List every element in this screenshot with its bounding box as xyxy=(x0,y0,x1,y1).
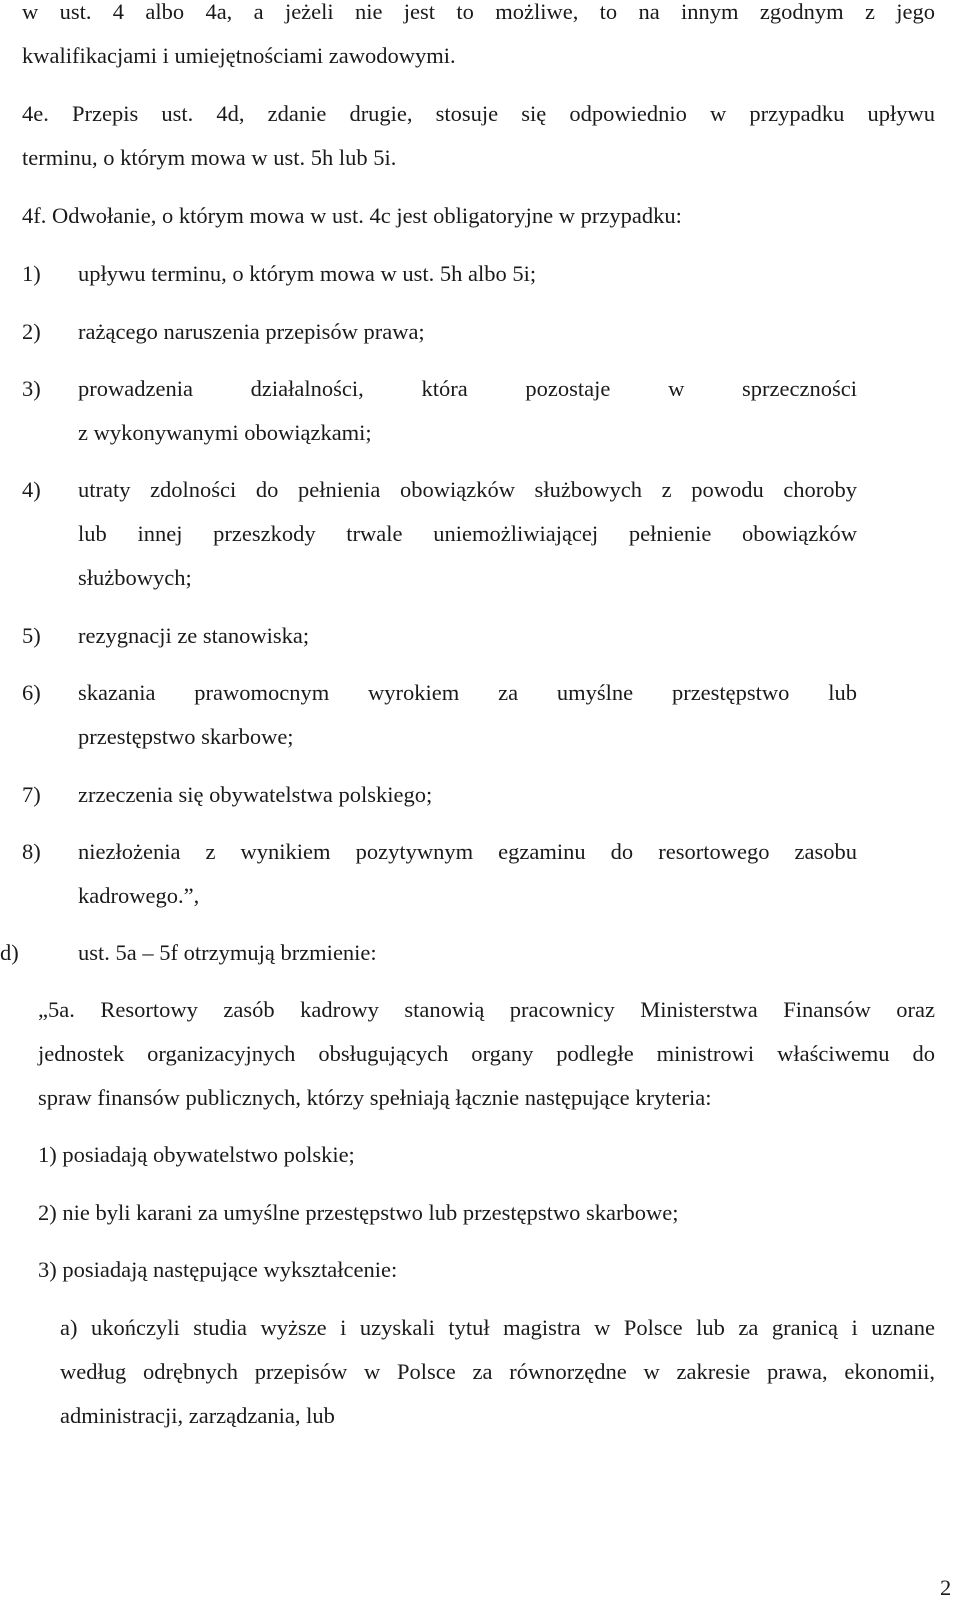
paragraph-5a-line-1: „5a. Resortowy zasób kadrowy stanowią pracownicy Ministerstwa Finansów oraz xyxy=(38,997,935,1022)
paragraph-4e-line-1: 4e. Przepis ust. 4d, zdanie drugie, stosuje się odpowiednio w przypadku upływu xyxy=(22,101,935,126)
list-item-number: 7) xyxy=(22,782,41,807)
list-item-text: upływu terminu, o którym mowa w ust. 5h albo 5i; xyxy=(78,261,537,286)
list-item-text: rezygnacji ze stanowiska; xyxy=(78,623,310,648)
list-item-number: 3) xyxy=(22,376,41,401)
point-text: ust. 5a – 5f otrzymują brzmienie: xyxy=(78,940,377,965)
list-item-text: lub innej przeszkody trwale uniemożliwiającej pełnienie obowiązków xyxy=(78,521,857,546)
paragraph-5a-line-2: jednostek organizacyjnych obsługujących organy podległe ministrowi właściwemu do xyxy=(38,1041,935,1066)
list-item-text: służbowych; xyxy=(78,565,192,590)
list-item-text: z wykonywanymi obowiązkami; xyxy=(78,420,372,445)
intro-line-1: w ust. 4 albo 4a, a jeżeli nie jest to możliwe, to na innym zgodnym z jego xyxy=(22,0,935,24)
sub-point-a-line-2: według odrębnych przepisów w Polsce za równorzędne w zakresie prawa, ekonomii, xyxy=(60,1359,935,1384)
criterion-1: 1) posiadają obywatelstwo polskie; xyxy=(38,1142,355,1167)
sub-point-a-line-1: a) ukończyli studia wyższe i uzyskali tytuł magistra w Polsce lub za granicą i uznane xyxy=(60,1315,935,1340)
criterion-3: 3) posiadają następujące wykształcenie: xyxy=(38,1257,398,1282)
paragraph-4f: 4f. Odwołanie, o którym mowa w ust. 4c jest obligatoryjne w przypadku: xyxy=(22,203,682,228)
list-item-text: utraty zdolności do pełnienia obowiązków służbowych z powodu choroby xyxy=(78,477,857,502)
list-item-text: rażącego naruszenia przepisów prawa; xyxy=(78,319,425,344)
list-item-text: zrzeczenia się obywatelstwa polskiego; xyxy=(78,782,433,807)
intro-line-2: kwalifikacjami i umiejętnościami zawodowymi. xyxy=(22,43,456,68)
list-item-number: 5) xyxy=(22,623,41,648)
sub-point-a-line-3: administracji, zarządzania, lub xyxy=(60,1403,335,1428)
point-letter: d) xyxy=(0,940,19,965)
list-item-text: niezłożenia z wynikiem pozytywnym egzaminu do resortowego zasobu xyxy=(78,839,857,864)
criterion-2: 2) nie byli karani za umyślne przestępstwo lub przestępstwo skarbowe; xyxy=(38,1200,679,1225)
paragraph-5a-line-3: spraw finansów publicznych, którzy spełniają łącznie następujące kryteria: xyxy=(38,1085,712,1110)
list-item-number: 6) xyxy=(22,680,41,705)
list-item-text: prowadzenia działalności, która pozostaje w sprzeczności xyxy=(78,376,857,401)
page-number: 2 xyxy=(940,1575,952,1600)
list-item-text: kadrowego.”, xyxy=(78,883,200,908)
list-item-text: przestępstwo skarbowe; xyxy=(78,724,294,749)
paragraph-4e-line-2: terminu, o którym mowa w ust. 5h lub 5i. xyxy=(22,145,397,170)
list-item-number: 8) xyxy=(22,839,41,864)
list-item-number: 2) xyxy=(22,319,41,344)
list-item-text: skazania prawomocnym wyrokiem za umyślne przestępstwo lub xyxy=(78,680,857,705)
list-item-number: 4) xyxy=(22,477,41,502)
list-item-number: 1) xyxy=(22,261,41,286)
